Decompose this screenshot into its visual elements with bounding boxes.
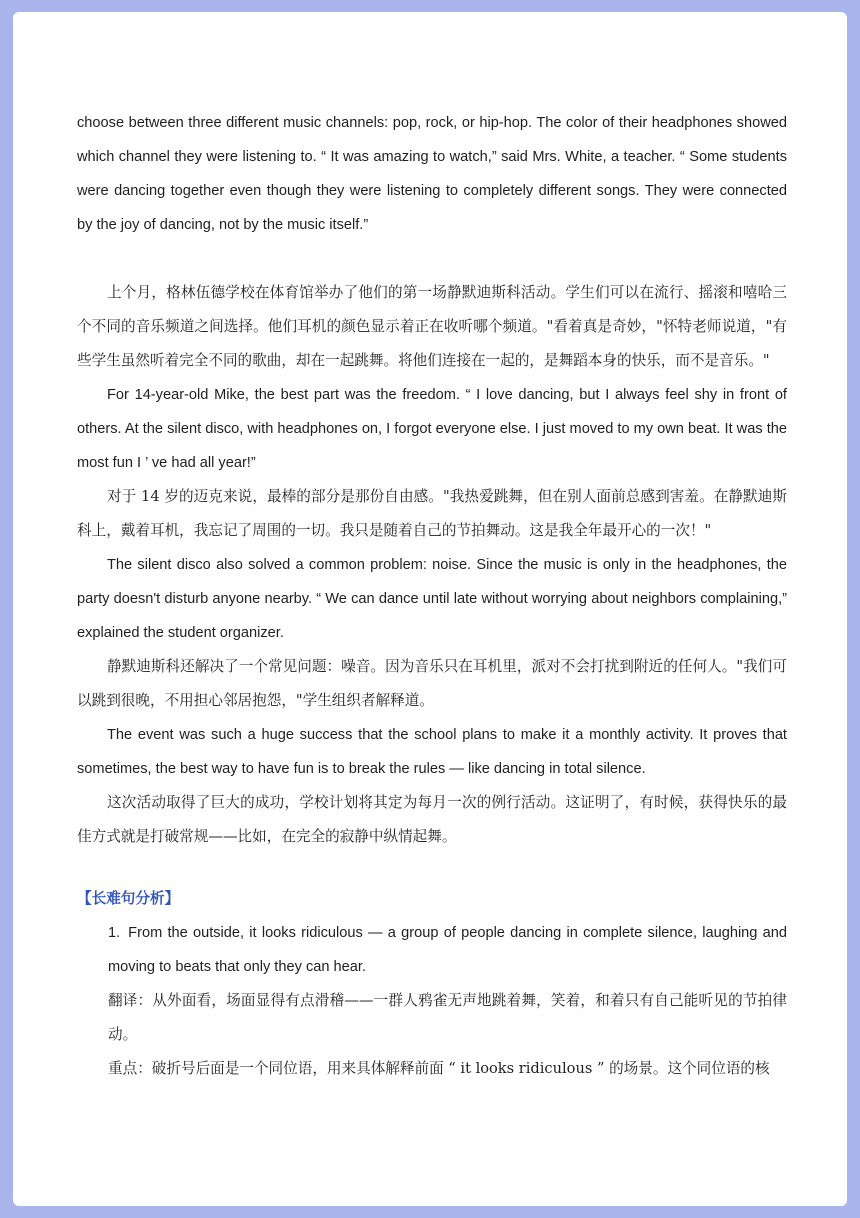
paragraph-en-1: choose between three different music channels: pop, rock, or hip-hop. The color of their headphones showed which channel they were listening to. “ It was amazing to watch,” said Mrs. White, a teacher. “ Some students were dancing together even though they were listening to completely different songs. They were connected by the joy of dancing, not by the music itself.”	[77, 115, 787, 233]
analysis-sentence-text: From the outside, it looks ridiculous — a group of people dancing in complete silence, laughing and moving to beats that only they can hear.	[108, 925, 787, 975]
paragraph-zh-1: 上个月，格林伍德学校在体育馆举办了他们的第一场静默迪斯科活动。学生们可以在流行、摇滚和嘻哈三个不同的音乐频道之间选择。他们耳机的颜色显示着正在收听哪个频道。"看着真是奇妙，"怀特老师说道，"有些学生虽然听着完全不同的歌曲，却在一起跳舞。将他们连接在一起的，是舞蹈本身的快乐，而不是音乐。"	[77, 284, 787, 369]
analysis-item-1	[77, 916, 787, 1086]
paragraph-zh-2: 对于 14 岁的迈克来说，最棒的部分是那份自由感。"我热爱跳舞，但在别人面前总感到害羞。在静默迪斯科上，戴着耳机，我忘记了周围的一切。我只是随着自己的节拍舞动。这是我全年最开心的一次！"	[77, 488, 787, 539]
analysis-heading: 【长难句分析】	[77, 890, 180, 907]
analysis-number: 1.	[108, 925, 121, 941]
analysis-focus: 重点：破折号后面是一个同位语，用来具体解释前面 “ it looks ridiculous ” 的场景。这个同位语的核	[108, 1060, 770, 1077]
paragraph-zh-3: 静默迪斯科还解决了一个常见问题：噪音。因为音乐只在耳机里，派对不会打扰到附近的任何人。"我们可以跳到很晚，不用担心邻居抱怨，"学生组织者解释道。	[77, 658, 787, 709]
paragraph-zh-4: 这次活动取得了巨大的成功，学校计划将其定为每月一次的例行活动。这证明了，有时候，获得快乐的最佳方式就是打破常规——比如，在完全的寂静中纵情起舞。	[77, 794, 787, 845]
analysis-translation: 翻译：从外面看，场面显得有点滑稽——一群人鸦雀无声地跳着舞，笑着，和着只有自己能听见的节拍律动。	[108, 992, 787, 1043]
paragraph-en-3: The silent disco also solved a common problem: noise. Since the music is only in the headphones, the party doesn't disturb anyone nearby. “ We can dance until late without worrying about neighbors complaining,” explained the student organizer.	[77, 557, 787, 641]
paragraph-en-2: For 14-year-old Mike, the best part was the freedom. “ I love dancing, but I always feel shy in front of others. At the silent disco, with headphones on, I forgot everyone else. I just moved to my own beat. It was the most fun I ’ ve had all year!”	[77, 387, 787, 471]
paragraph-en-4: The event was such a huge success that the school plans to make it a monthly activity. It proves that sometimes, the best way to have fun is to break the rules — like dancing in total silence.	[77, 727, 787, 777]
analysis-sentence	[108, 916, 787, 984]
document-content	[77, 106, 787, 1086]
document-page	[13, 12, 847, 1206]
